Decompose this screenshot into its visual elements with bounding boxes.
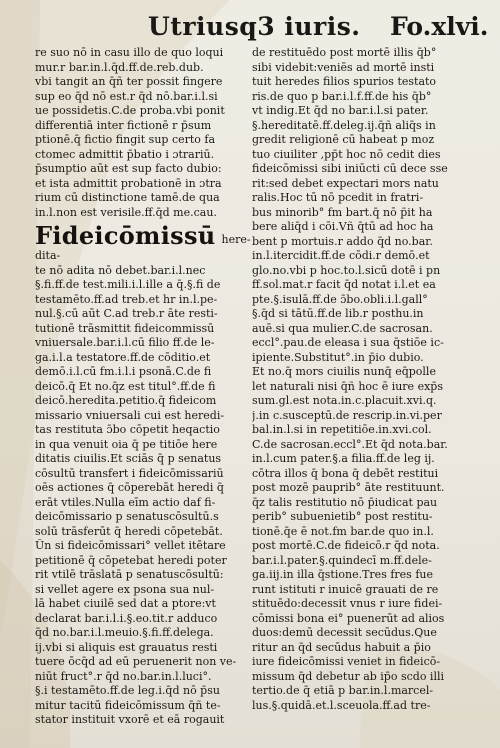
right-column-text-line: duos:demū decessit secūdus.Que xyxy=(252,626,437,639)
left-column-text-line: si vellet agere ex psona sua nul- xyxy=(35,582,215,596)
right-column-text-line: bent p mortuis.r addo q̄d no.bar. xyxy=(252,234,433,248)
left-column-text-line: sup eo q̄d nō est.r q̄d nō.bar.i.l.si xyxy=(35,89,218,103)
left-column-text-line: vbi tangit an q̄ñ ter possit fingere xyxy=(35,75,223,88)
left-column-text-line: mitur tacitū fideicōmissum q̄ñ te- xyxy=(35,698,221,712)
right-column-text-line: in.l.cum pater.§.a filia.ff.de leg ij. xyxy=(252,452,435,465)
right-column-text-line: q̄z talis restitutio nō p̄iudicat pau xyxy=(252,495,438,509)
left-column-text-line: ue possidetis.C.de proba.vbi ponit xyxy=(35,104,225,117)
right-column-text-line: cōmissi bona ei° puenerūt ad alios xyxy=(252,611,445,625)
left-column-text-line: nul.§.cū aūt C.ad treb.r āte resti- xyxy=(35,307,218,320)
left-column-text-line: Ūn si fideicōmissari° vellet itētare xyxy=(35,539,226,552)
section-heading-rest: here- xyxy=(221,232,251,246)
left-column-text-line: missario vniuersali cui est heredi- xyxy=(35,408,225,422)
right-column-text-line: missum q̄d debetur ab ip̄o scdo illi xyxy=(252,669,445,683)
right-column-text-line: ritur an q̄d secūdus habuit a p̄io xyxy=(252,640,431,654)
right-column-text-line: lus.§.quidā.et.l.sceuola.ff.ad tre- xyxy=(252,698,431,712)
right-column-text-line: §.q̄d si tātū.ff.de lib.r posthu.in xyxy=(252,307,424,320)
folio-number: Fo.xlvi. xyxy=(390,12,489,41)
left-column-text-line: testamēto.ff.ad treb.et h̄r in.l.pe- xyxy=(35,292,218,306)
left-column-text-line: in.l.non est verisile.ff.q̄d me.cau. xyxy=(35,205,217,219)
left-column-text-line: re suo nō in casu illo de quo loqui xyxy=(35,46,224,59)
section-heading: Fideicōmissū xyxy=(35,221,216,250)
right-column-text-line: iure fideicōmissi veniet in fideicō- xyxy=(252,655,441,668)
left-text-column xyxy=(35,46,251,728)
running-title: Utriusq3 iuris. xyxy=(148,12,361,41)
left-column-text-line: oēs actiones q̄ cōperebāt heredi q̄ xyxy=(35,481,224,494)
right-column-text-line: cōtra illos q̄ bona q̄ debēt restitui xyxy=(252,466,439,480)
left-column-text-line: mur.r bar.in.l.q̄d.ff.de.reb.dub. xyxy=(35,60,204,74)
right-column-text-line: in.l.itercidit.ff.de cōdi.r demō.et xyxy=(252,249,430,262)
left-column-text-line: deicō.heredita.petitio.q̄ fideicom xyxy=(35,394,217,407)
left-column-text-line: tutionē trāsmittit fideicommissū xyxy=(35,321,215,335)
right-column-text-line: rit:sed debet expectari mors natu xyxy=(252,176,439,190)
left-column-text-line: ptionē.q̄ fictio fingit sup certo fa xyxy=(35,133,216,146)
left-column-text-line: niūt fruct°.r q̄d no.bar.in.l.luci°. xyxy=(35,669,212,683)
left-column-text-line: differentiā inter fictionē r p̄sum xyxy=(35,118,212,132)
left-column-text-line: deicōmissario p senatuscōsultū.s xyxy=(35,510,219,523)
right-column-text-line: let naturali nisi q̄ñ hoc ē iure exp̄s xyxy=(252,379,443,393)
right-column-text-line: pte.§.isulā.ff.de ɔ̄bo.obli.i.l.gall° xyxy=(252,292,428,306)
left-column-text-line: tas restituta ɔ̄bo cōpetit heqactio xyxy=(35,423,220,436)
right-column-text-line: post mortē.C.de fideicō.r q̄d nota. xyxy=(252,539,440,552)
left-column-text-line: declarat bar.i.l.i.§.eo.tit.r adduco xyxy=(35,611,218,625)
left-column-text-line: §.i testamēto.ff.de leg.i.q̄d nō p̄su xyxy=(35,684,220,697)
left-column-text-line: tuere ōcq̄d ad eū peruenerit non ve- xyxy=(35,655,237,668)
right-column-text-line: runt istituti r inuicē grauati de re xyxy=(252,582,439,596)
left-column-text-line: vniuersale.bar.i.l.cū filio ff.de le- xyxy=(35,336,215,349)
left-column-text-line: rit vtilē trāslatā p senatuscōsultū: xyxy=(35,568,224,581)
right-column-text-line: post mozē pauprib° āte restituunt. xyxy=(252,481,445,494)
right-column-text-line: ralis.Hoc tū nō pcedit in fratri- xyxy=(252,191,424,204)
left-column-text-line: solū trāsferūt q̄ heredi cōpetebāt. xyxy=(35,524,223,538)
right-column-text-line: auē.si qua mulier.C.de sacrosan. xyxy=(252,321,433,335)
left-column-text-line: te nō adita nō debet.bar.i.l.nec xyxy=(35,263,206,277)
right-column-text-line: §.hereditatē.ff.deleg.ij.q̄ñ aliq̄s in xyxy=(252,118,436,132)
left-column-text-line: cōsultū transfert i fideicōmissariū xyxy=(35,466,224,480)
right-column-text-line: stituēdo:decessit vnus r iure fidei- xyxy=(252,597,443,610)
left-column-text-line: et ista admittit probationē in ɔtra xyxy=(35,176,222,190)
right-column-text-line: bar.i.l.pater.§.quindecī m.ff.dele- xyxy=(252,553,432,567)
left-column-text-line: ctomec admittit p̄batio i ɔtrariū. xyxy=(35,147,215,161)
left-column-text-line: §.fi.ff.de test.mili.i.l.ille a q̄.§.fi de xyxy=(35,278,221,291)
left-column-text-line: demō.i.l.cū fm.i.l.i psonā.C.de fi xyxy=(35,365,212,378)
left-column-text-line: ij.vbi si aliquis est grauatus resti xyxy=(35,640,218,654)
right-column-text-line: ipiente.Substitut°.in p̄io dubio. xyxy=(252,350,424,364)
right-column-text-line: glo.no.vbi p hoc.to.l.sicū dotē i pn xyxy=(252,263,441,277)
left-column-text-line: lā habet ciuilē sed dat a ptore:vt xyxy=(35,597,216,610)
right-column-text-line: vt indig.Et q̄d no bar.i.l.si pater. xyxy=(252,104,429,117)
right-column-text-line: Et no.q̄ mors ciuilis nunq̄ eq̄polle xyxy=(252,365,436,378)
right-column-text-line: ff.sol.mat.r facit q̄d notat i.l.et ea xyxy=(252,278,436,291)
right-column-text-line: fideicōmissi sibi iniūcti cū dece sse xyxy=(252,162,448,175)
left-column-text-line: stator instituit vxorē et eā rogauit xyxy=(35,713,225,726)
left-column-text-line: dita- xyxy=(35,249,61,262)
right-column-text-line: perib° subuenietib° post restitu- xyxy=(252,510,433,523)
right-column-text-line: sum.gl.est nota.in.c.placuit.xvi.q. xyxy=(252,394,437,407)
right-column-text-line: ris.de quo p bar.i.l.f.ff.de his q̄b° xyxy=(252,89,432,103)
right-column-text-line: tuit heredes filios spurios testato xyxy=(252,75,437,88)
left-column-text-line: ditatis ciuilis.Et sciās q̄ p senatus xyxy=(35,452,222,465)
left-column-text-line: q̄d no.bar.i.l.meuio.§.fi.ff.delega. xyxy=(35,626,214,639)
right-column-text-line: de restituēdo post mortē illis q̄b° xyxy=(252,46,437,59)
right-column-text-line: j.in c.susceptū.de rescrip.in.vi.per xyxy=(252,408,442,422)
right-column-text-line: tionē.q̄e ē not.fm bar.de quo in.l. xyxy=(252,524,434,538)
left-column-text-line: in qua venuit oia q̄ pe titiōe here xyxy=(35,437,218,451)
right-column-text-line: gredit religionē cū habeat p moz xyxy=(252,133,435,146)
right-text-column xyxy=(252,46,468,713)
right-column-text-line: eccl°.pau.de eleasa i sua q̄stiōe ic- xyxy=(252,336,444,349)
section-heading-line xyxy=(35,220,251,249)
left-column-text-line: erāt vtiles.Nulla eīm actio daf fi- xyxy=(35,495,216,509)
left-column-text-line: p̄sumptio aūt est sup facto dubio: xyxy=(35,162,222,175)
page-header xyxy=(0,10,500,42)
left-column-text-line: rium cū distinctione tamē.de qua xyxy=(35,191,220,204)
left-column-text-line: ga.i.l.a testatore.ff.de cōditio.et xyxy=(35,350,211,364)
right-column-text-line: ga.iij.in illa q̄stione.Tres fres fue xyxy=(252,568,433,581)
left-column-text-line: deicō.q̄ Et no.q̄z est titul°.ff.de fi xyxy=(35,379,216,393)
right-column-text-line: bal.in.l.si in repetitiōe.in.xvi.col. xyxy=(252,423,432,436)
right-column-text-line: tuo ciuiliter ,pp̄t hoc nō cedit dies xyxy=(252,147,441,161)
right-column-text-line: tertio.de q̄ etiā p bar.in.l.marcel- xyxy=(252,684,434,697)
right-column-text-line: bere aliq̄d i cōi.Vñ q̄tū ad hoc ha xyxy=(252,220,434,233)
left-column-text-line: petitionē q̄ cōpetebat heredi poter xyxy=(35,553,227,567)
right-column-text-line: bus minorib° fm bart.q̄ nō p̄it ha xyxy=(252,205,433,219)
right-column-text-line: C.de sacrosan.eccl°.Et q̄d nota.bar. xyxy=(252,437,448,451)
right-column-text-line: sibi videbit:veniēs ad mortē insti xyxy=(252,60,435,74)
